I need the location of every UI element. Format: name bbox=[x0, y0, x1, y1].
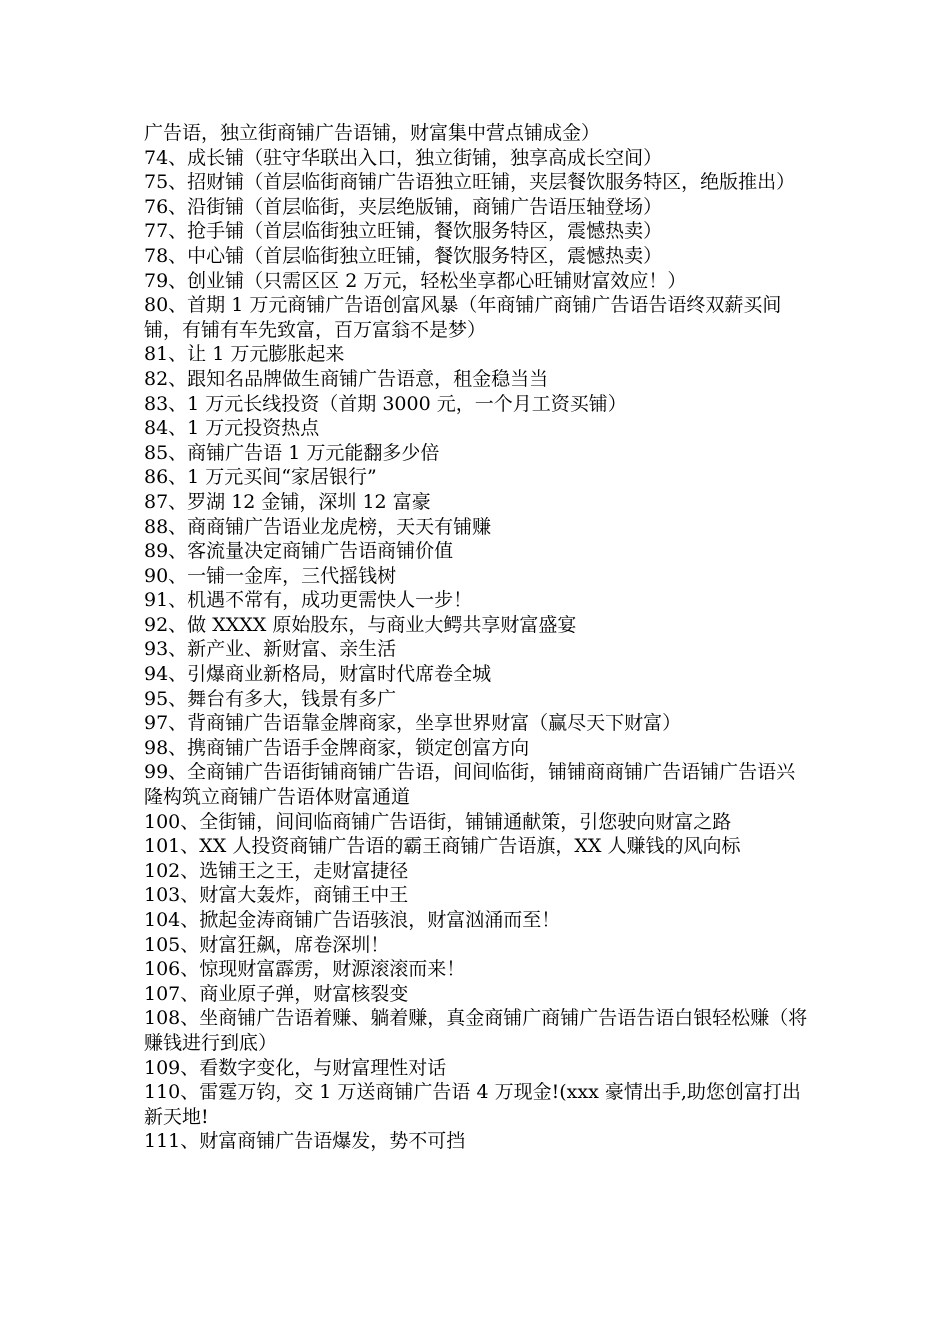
text-line: 103、财富大轰炸，商铺王中王 bbox=[144, 884, 409, 907]
text-line: 110、雷霆万钧，交 1 万送商铺广告语 4 万现金!(xxx 豪情出手,助您创富打出新天地! bbox=[144, 1081, 801, 1128]
text-line: 106、惊现财富霹雳，财源滚滚而来！ bbox=[144, 958, 466, 981]
text-line: 86、1 万元买间“家居银行” bbox=[144, 466, 377, 489]
text-line: 85、商铺广告语 1 万元能翻多少倍 bbox=[144, 441, 440, 464]
text-line: 87、罗湖 12 金铺，深圳 12 富豪 bbox=[144, 490, 431, 513]
text-line: 101、XX 人投资商铺广告语的霸王商铺广告语旗，XX 人赚钱的风向标 bbox=[144, 835, 741, 858]
text-line: 83、1 万元长线投资（首期 3000 元，一个月工资买铺） bbox=[144, 392, 627, 415]
text-line: 111、财富商铺广告语爆发，势不可挡 bbox=[144, 1130, 466, 1153]
text-line: 97、背商铺广告语靠金牌商家，坐享世界财富（赢尽天下财富） bbox=[144, 712, 682, 735]
text-line: 95、舞台有多大，钱景有多广 bbox=[144, 687, 397, 710]
text-line: 99、全商铺广告语街铺商铺广告语，间间临街，铺铺商商铺广告语铺广告语兴隆构筑立商铺广告语体财富通道 bbox=[144, 761, 796, 809]
text-line: 91、机遇不常有，成功更需快人一步！ bbox=[144, 589, 473, 612]
text-line: 82、跟知名品牌做生商铺广告语意，租金稳当当 bbox=[144, 367, 549, 390]
text-line: 107、商业原子弹，财富核裂变 bbox=[144, 982, 409, 1005]
text-line: 77、抢手铺（首层临街独立旺铺，餐饮服务特区，震憾热卖） bbox=[144, 220, 663, 243]
text-line: 75、招财铺（首层临街商铺广告语独立旺铺，夹层餐饮服务特区，绝版推出） bbox=[144, 171, 796, 194]
text-line: 89、客流量决定商铺广告语商铺价值 bbox=[144, 540, 454, 563]
text-line: 94、引爆商业新格局，财富时代席卷全城 bbox=[144, 663, 492, 686]
text-line: 109、看数字变化，与财富理性对话 bbox=[144, 1056, 447, 1079]
text-line: 98、携商铺广告语手金牌商家，锁定创富方向 bbox=[144, 736, 530, 759]
text-line: 92、做 XXXX 原始股东，与商业大鳄共享财富盛宴 bbox=[144, 613, 577, 636]
text-line: 100、全街铺，间间临商铺广告语街，铺铺通献策，引您驶向财富之路 bbox=[144, 810, 732, 833]
text-line: 105、财富狂飙，席卷深圳！ bbox=[144, 933, 390, 956]
text-line: 108、坐商铺广告语着赚、躺着赚，真金商铺广商铺广告语告语白银轻松赚（将赚钱进行到底） bbox=[144, 1007, 808, 1054]
text-line: 93、新产业、新财富、亲生活 bbox=[144, 638, 397, 661]
text-line: 90、一铺一金库，三代摇钱树 bbox=[144, 564, 397, 587]
text-line: 104、掀起金涛商铺广告语骇浪，财富汹涌而至！ bbox=[144, 909, 561, 931]
document-body bbox=[144, 121, 810, 1154]
text-line: 84、1 万元投资热点 bbox=[144, 417, 320, 440]
text-line: 78、中心铺（首层临街独立旺铺，餐饮服务特区，震憾热卖） bbox=[144, 244, 663, 267]
text-line: 80、首期 1 万元商铺广告语创富风暴（年商铺广商铺广告语告语终双薪买间铺，有铺有车先致富，百万富翁不是梦） bbox=[144, 294, 782, 341]
text-line: 74、成长铺（驻守华联出入口，独立街铺，独享高成长空间） bbox=[144, 146, 663, 169]
text-line: 102、选铺王之王，走财富捷径 bbox=[144, 859, 409, 882]
text-line: 81、让 1 万元膨胀起来 bbox=[144, 343, 345, 366]
text-line: 79、创业铺（只需区区 2 万元，轻松坐享都心旺铺财富效应！） bbox=[144, 269, 687, 292]
text-line: 76、沿街铺（首层临街，夹层绝版铺，商铺广告语压轴登场） bbox=[144, 195, 663, 218]
text-line: 广告语，独立街商铺广告语铺，财富集中营点铺成金） bbox=[144, 122, 601, 144]
text-line: 88、商商铺广告语业龙虎榜，天天有铺赚 bbox=[144, 515, 492, 538]
